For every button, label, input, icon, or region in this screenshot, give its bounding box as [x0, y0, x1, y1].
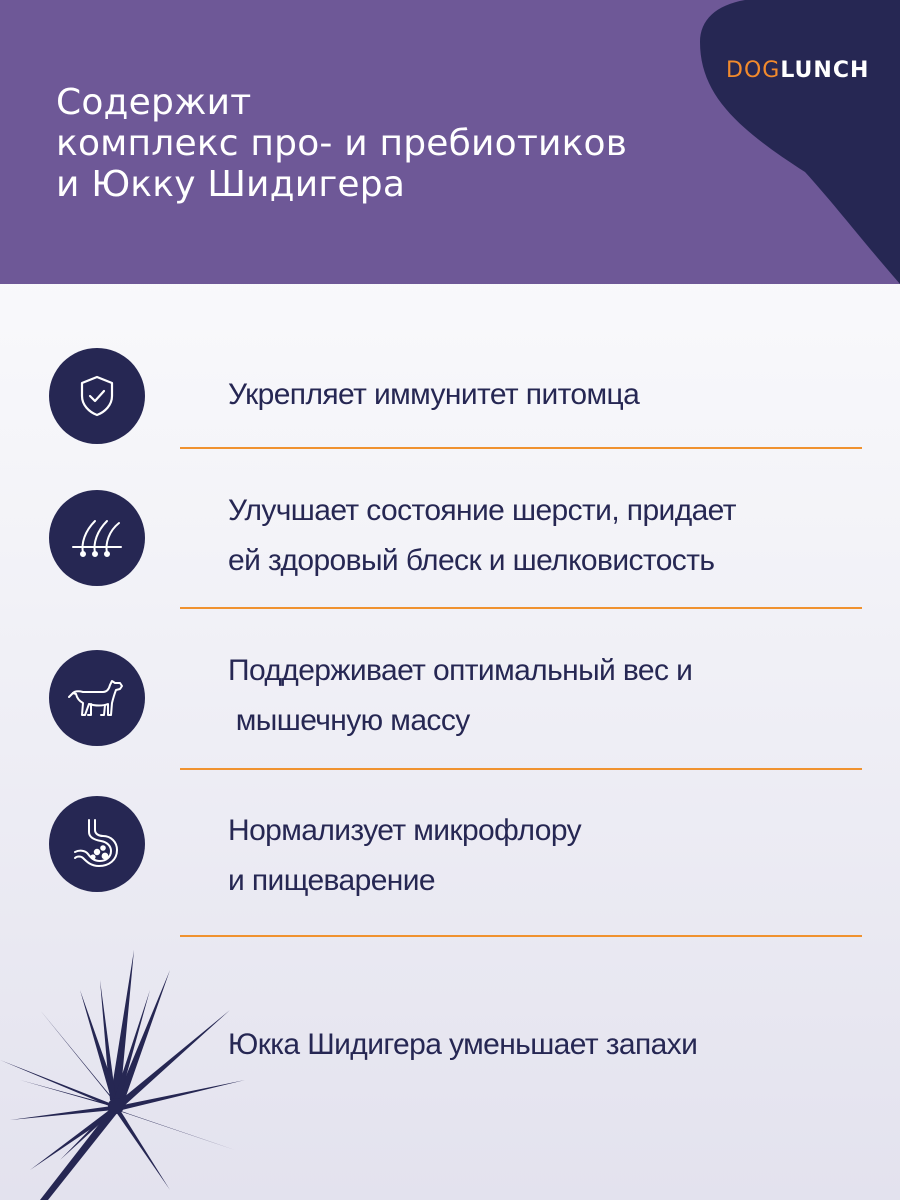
benefit-line: Укрепляет иммунитет питомца	[228, 378, 640, 411]
divider	[180, 447, 862, 449]
benefit-line: Улучшает состояние шерсти, придает	[228, 494, 736, 527]
divider	[180, 768, 862, 770]
logo-part-dog: DOG	[726, 58, 781, 83]
benefit-line: Поддерживает оптимальный вес и	[228, 654, 693, 687]
divider	[180, 607, 862, 609]
shield-check-icon	[49, 348, 145, 444]
stomach-icon	[49, 796, 145, 892]
benefit-text	[228, 646, 868, 746]
logo-part-lunch: LUNCH	[780, 58, 870, 83]
benefit-text	[228, 1020, 868, 1070]
headline-line-1: Содержит	[56, 82, 252, 123]
benefit-line: ей здоровый блеск и шелковистость	[228, 544, 715, 577]
header-banner	[0, 0, 900, 284]
headline-line-2: комплекс про- и пребиотиков	[56, 123, 628, 164]
hair-follicle-icon	[49, 490, 145, 586]
headline	[56, 82, 627, 205]
divider	[180, 935, 862, 937]
dog-icon	[49, 650, 145, 746]
benefit-line: Юкка Шидигера уменьшает запахи	[228, 1028, 698, 1061]
benefit-text	[228, 806, 868, 906]
benefit-line: мышечную массу	[228, 704, 470, 737]
benefit-line: Нормализует микрофлору	[228, 814, 582, 847]
brand-logo	[726, 58, 869, 83]
headline-line-3: и Юкку Шидигера	[56, 164, 406, 205]
benefit-text	[228, 370, 868, 420]
benefit-text	[228, 486, 868, 586]
benefit-line: и пищеварение	[228, 864, 435, 897]
yucca-plant-icon	[0, 950, 260, 1200]
